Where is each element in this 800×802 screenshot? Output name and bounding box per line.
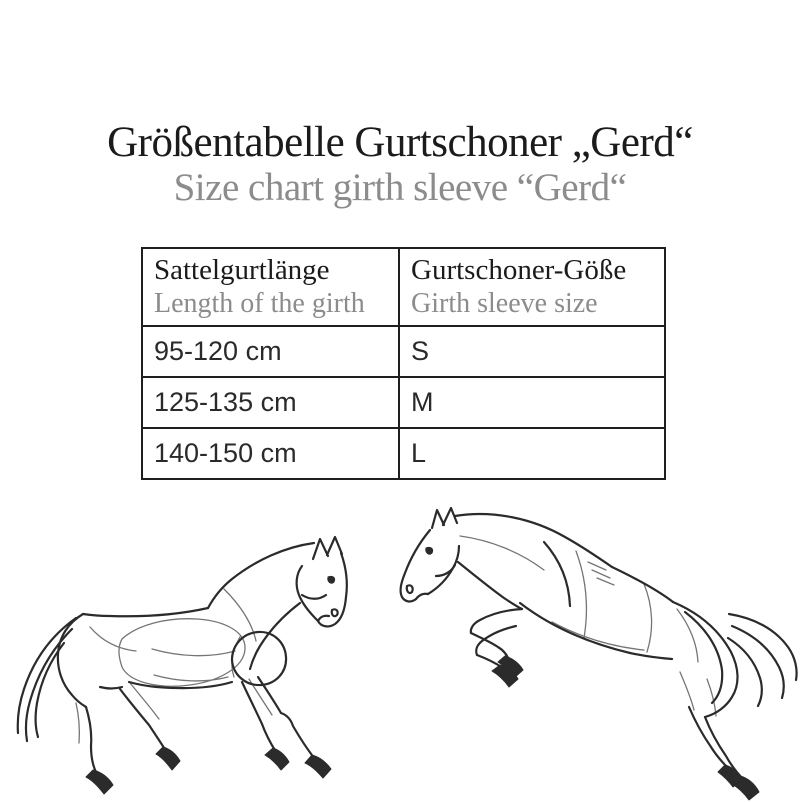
horse-sketch-construction-lines xyxy=(460,536,716,716)
horse-head xyxy=(401,530,430,601)
horse-eye xyxy=(328,576,335,583)
sleeve-size-value: M xyxy=(411,387,434,417)
horse-neck xyxy=(455,514,612,567)
horse-front-leg-folded xyxy=(471,609,522,633)
size-chart-table xyxy=(141,247,666,480)
girth-length-value: 95-120 cm xyxy=(154,336,282,366)
column-header-girth-length-de: Sattelgurtlänge xyxy=(154,254,330,287)
column-header-sleeve-size xyxy=(399,248,665,326)
jumping-horse-illustration xyxy=(392,504,800,801)
horse-nostril xyxy=(407,585,413,593)
column-header-girth-length-en: Length of the girth xyxy=(154,287,365,319)
cantering-horse-illustration xyxy=(2,517,362,802)
column-header-sleeve-size-en: Girth sleeve size xyxy=(411,287,598,319)
sleeve-size-value: S xyxy=(411,336,430,366)
horse-ear xyxy=(327,537,342,555)
horse-hoof xyxy=(265,748,289,770)
girth-length-value: 140-150 cm xyxy=(154,438,297,468)
horse-front-leg-folded xyxy=(476,626,516,655)
horse-tail xyxy=(732,626,784,698)
horse-sketch-construction-lines xyxy=(76,589,272,743)
table-header-row xyxy=(142,248,665,326)
sleeve-size-value: L xyxy=(411,438,427,468)
page-title-english: Size chart girth sleeve “Gerd“ xyxy=(173,166,627,209)
table-row xyxy=(142,428,665,479)
horse-hind-leg xyxy=(86,707,97,774)
horse-ear xyxy=(313,539,328,559)
horse-sketch-outline xyxy=(401,508,797,800)
horse-hindquarters xyxy=(673,602,738,717)
horse-back xyxy=(612,567,673,602)
page-title-german: Größentabelle Gurtschoner „Gerd“ xyxy=(107,119,693,166)
horse-belly xyxy=(520,603,672,659)
horse-hoof xyxy=(305,755,331,778)
horse-front-leg xyxy=(242,682,276,752)
column-header-sleeve-size-de: Gurtschoner-Göße xyxy=(411,254,627,287)
horse-shoulder xyxy=(544,542,570,606)
horse-sketch-outline xyxy=(18,537,347,794)
table-row xyxy=(142,377,665,428)
horse-eye xyxy=(426,547,433,554)
horse-hoof xyxy=(86,770,113,794)
horse-nostril xyxy=(332,609,338,616)
table-row xyxy=(142,326,665,377)
horse-back xyxy=(83,608,208,616)
horse-hoof xyxy=(156,747,180,770)
girth-length-value: 125-135 cm xyxy=(154,387,297,417)
column-header-girth-length xyxy=(142,248,399,326)
